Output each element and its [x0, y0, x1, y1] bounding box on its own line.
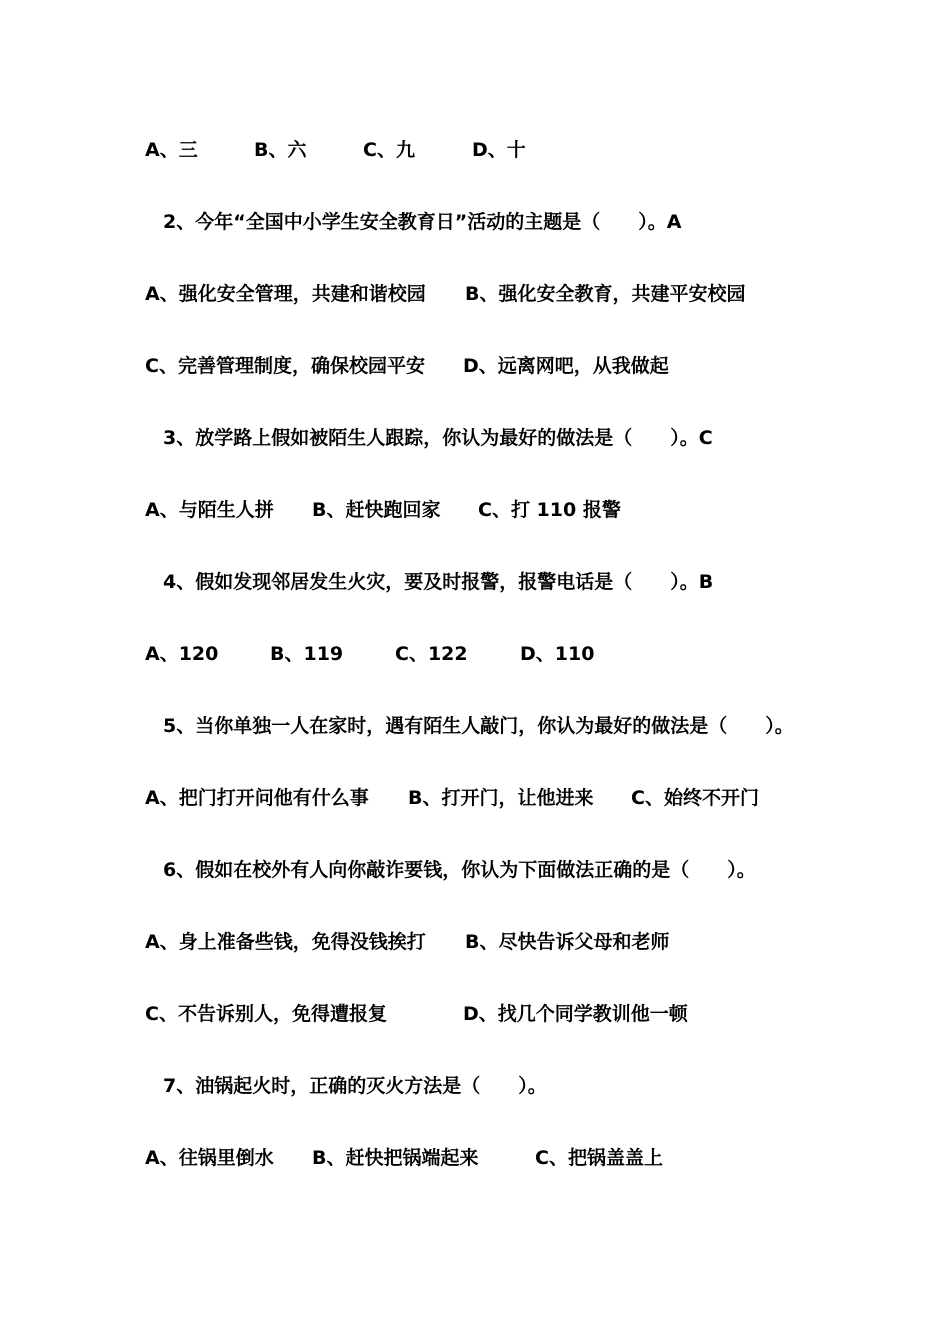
option-b: B、六	[254, 139, 307, 161]
option-b: B、赶快把锅端起来	[312, 1147, 479, 1169]
question-7: 7、油锅起火时，正确的灭火方法是（ ）。	[163, 1075, 547, 1097]
option-c: C、打 110 报警	[478, 499, 621, 521]
option-b: B、119	[270, 643, 344, 665]
question-5: 5、当你单独一人在家时，遇有陌生人敲门，你认为最好的做法是（ ）。	[163, 715, 794, 737]
option-row-q7	[145, 1143, 663, 1173]
option-row-q5	[145, 783, 759, 813]
option-row-q2-cd	[145, 351, 669, 381]
option-a: A、身上准备些钱，免得没钱挨打	[145, 931, 426, 953]
option-row-q1	[145, 135, 526, 165]
option-d: D、十	[472, 139, 526, 161]
option-d: D、远离网吧，从我做起	[463, 355, 669, 377]
option-row-q6-cd	[145, 999, 688, 1029]
option-a: A、把门打开问他有什么事	[145, 787, 369, 809]
option-d: D、找几个同学教训他一顿	[463, 1003, 688, 1025]
option-a: A、往锅里倒水	[145, 1147, 274, 1169]
option-row-q2-ab	[145, 279, 746, 309]
option-row-q6-ab	[145, 927, 670, 957]
option-b: B、打开门，让他进来	[408, 787, 594, 809]
option-a: A、三	[145, 139, 198, 161]
option-b: B、强化安全教育，共建平安校园	[465, 283, 746, 305]
option-c: C、九	[363, 139, 415, 161]
question-3: 3、放学路上假如被陌生人跟踪，你认为最好的做法是（ ）。C	[163, 427, 713, 449]
option-b: B、赶快跑回家	[312, 499, 441, 521]
option-c: C、122	[395, 643, 468, 665]
option-b: B、尽快告诉父母和老师	[465, 931, 670, 953]
option-row-q4	[145, 639, 595, 669]
option-c: C、把锅盖盖上	[535, 1147, 663, 1169]
option-c: C、完善管理制度，确保校园平安	[145, 355, 425, 377]
question-6: 6、假如在校外有人向你敲诈要钱，你认为下面做法正确的是（ ）。	[163, 859, 756, 881]
option-c: C、不告诉别人，免得遭报复	[145, 1003, 387, 1025]
option-d: D、110	[520, 643, 595, 665]
question-4: 4、假如发现邻居发生火灾，要及时报警，报警电话是（ ）。B	[163, 571, 714, 593]
option-a: A、与陌生人拼	[145, 499, 274, 521]
option-a: A、120	[145, 643, 219, 665]
question-2: 2、今年“全国中小学生安全教育日”活动的主题是（ ）。A	[163, 211, 682, 233]
option-c: C、始终不开门	[631, 787, 759, 809]
option-row-q3	[145, 495, 621, 525]
option-a: A、强化安全管理，共建和谐校园	[145, 283, 426, 305]
